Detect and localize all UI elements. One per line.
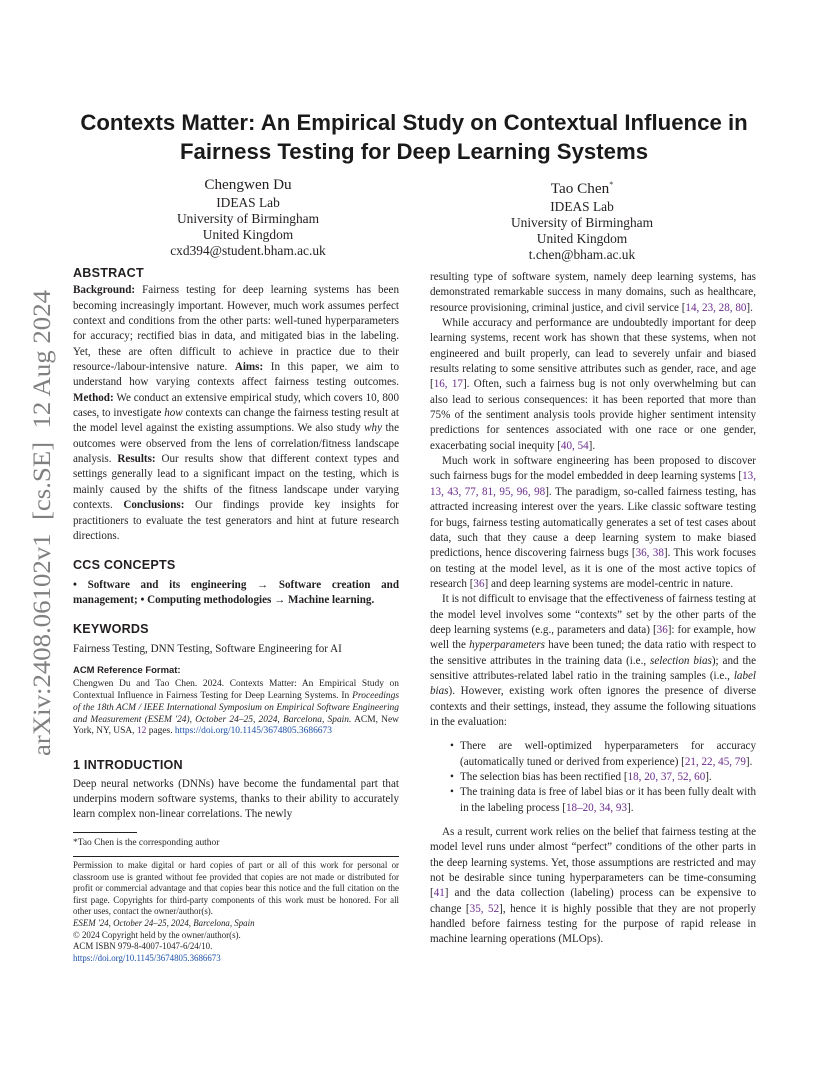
- author-country: United Kingdom: [202, 227, 294, 242]
- text-span: As a result, current work relies on the belief that fairness testing at the model level runs under almost “perfect” conditions of the other parts in the deep learning systems. Yet, those assumptions are restricted and may not be desirable since tuning hyperparameters can be time-consuming [: [430, 826, 756, 900]
- conclusions-label: Conclusions:: [123, 499, 185, 512]
- text-span: ], hence it is highly possible that they are not properly handled before fairness testing for the purpose of rapid release in machine learning operations (MLOps).: [430, 902, 756, 946]
- text-span: ]. This work focuses on testing at the model level, as it is one of the most active topics of research [: [430, 547, 756, 590]
- author-name: Tao Chen: [550, 180, 610, 198]
- citation-link[interactable]: 35, 52: [469, 902, 500, 915]
- text-span: ]. Often, such a fairness bug is not only overwhelming but can also lead to serious consequences: it has been reported that more than 75% of the sentiment analysis tools provide higher sentiment intensity predictions for sentences associated with one race or one gender, exacerbating social inequity [: [430, 378, 757, 452]
- method-text: the outcomes were observed from the lens of correlation/fitness landscape analysis.: [73, 422, 400, 466]
- right-column: [430, 270, 756, 948]
- results-text: Our results show that different context types and settings generally lead to a significant impact on the testing, which is mainly caused by the shifts of the fitness landscape under varying contexts.: [73, 453, 399, 512]
- abstract-heading: ABSTRACT: [73, 266, 144, 280]
- background-text: Fairness testing for deep learning systems has been becoming increasingly important. However, much work assumes perfect context and conditions from the other parts: well-tuned hyperparameters for accuracy; rectified bias in data, and mitigated bias in the labeling. Yet, these are often difficult to achieve in practice due to their resource-/labour-intensive nature.: [73, 284, 399, 374]
- author-block-1: [118, 175, 378, 259]
- acm-ref-venue: Proceedings of the 18th ACM / IEEE International Symposium on Empirical Software Engineering and Measurement (ESEM '24), October 24–25, 2024, Barcelona, Spain.: [73, 690, 399, 725]
- background-label: Background:: [73, 284, 136, 297]
- citation-link[interactable]: 18–20, 34, 93: [565, 801, 627, 814]
- text-span: There are well-optimized hyperparameters for accuracy (automatically tuned or derived from experience) [: [460, 740, 756, 768]
- citation-link[interactable]: 14, 23, 28, 80: [685, 301, 747, 314]
- ccs-text: • Software and its engineering → Software creation and management; • Computing methodologies → Machine learning.: [73, 578, 399, 606]
- footnote: *Tao Chen is the corresponding author: [73, 838, 220, 848]
- method-how: how: [164, 407, 183, 420]
- text-span: have been tuned; the data ratio with respect to the sensitive attributes in the training data (i.e.,: [430, 639, 756, 667]
- permission-rule: [73, 856, 399, 857]
- ccs-heading: CCS CONCEPTS: [73, 558, 176, 573]
- citation-link[interactable]: 41: [433, 887, 445, 900]
- term-label-bias: label bias: [430, 669, 756, 698]
- author-lab: IDEAS Lab: [216, 195, 280, 210]
- term-selection-bias: selection bias: [650, 654, 712, 667]
- author-university: University of Birmingham: [510, 215, 654, 231]
- intro-paragraph: [430, 454, 756, 592]
- footnote-rule: [73, 832, 137, 833]
- acm-ref-part: pages.: [146, 726, 175, 737]
- author-country: United Kingdom: [536, 231, 628, 247]
- intro-paragraph: [430, 592, 756, 730]
- acm-ref-part: ACM, New York, NY, USA,: [73, 714, 399, 737]
- method-text: We conduct an extensive empirical study, which covers 10, 800 cases, to investigate: [73, 391, 399, 420]
- corresponding-mark: *: [609, 180, 614, 189]
- citation-link[interactable]: 36, 38: [635, 547, 664, 560]
- permission-isbn: ACM ISBN 979-8-4007-1047-6/24/10.: [73, 941, 213, 952]
- text-span: ]: for example, how well the: [430, 623, 756, 652]
- abstract-body: [73, 283, 399, 544]
- method-text: contexts can change the fairness testing result at the model level against the existing assumptions. We also study: [73, 407, 399, 435]
- text-span: ). However, existing work often ignores the presence of diverse contexts and their settings, instead, they assume the following situations in the evaluation:: [430, 685, 756, 728]
- list-item: [430, 739, 756, 770]
- permission-text: Permission to make digital or hard copies of part or all of this work for personal or classroom use is granted without fee provided that copies are not made or distributed for profit or commercial advantage and that copies bear this notice and the full citation on the first page. Copyrights for third-party components of this work must be honored. For all other uses, contact the owner/author(s).: [73, 860, 399, 917]
- author-block-2: [452, 175, 712, 263]
- list-item: [430, 785, 756, 816]
- text-span: While accuracy and performance are undoubtedly important for deep learning systems, recent work has shown that these systems, when not engineered and built properly, can lead to severely unfair and biased results relating to some sensitive attributes such as gender, race, and age [: [430, 317, 756, 391]
- intro-paragraph: [430, 316, 756, 454]
- page-count-link[interactable]: 12: [136, 726, 147, 737]
- intro-heading: 1 INTRODUCTION: [73, 758, 183, 773]
- citation-link[interactable]: 36: [656, 623, 668, 636]
- text-span: The selection bias has been rectified [: [460, 771, 628, 783]
- assumption-list: [430, 739, 756, 816]
- permission-doi-link[interactable]: https://doi.org/10.1145/3674805.3686673: [73, 952, 221, 963]
- text-span: resulting type of software system, namely deep learning systems, has demonstrated remarkable success in many domains, such as healthcare, resource provisioning, criminal justice, and civil service [: [430, 271, 756, 314]
- arxiv-stamp: [22, 286, 58, 760]
- term-hyperparameters: hyperparameters: [469, 639, 545, 652]
- citation-link[interactable]: 36: [473, 577, 485, 590]
- permission-venue: ESEM '24, October 24–25, 2024, Barcelona, Spain: [73, 917, 255, 928]
- author-lab: IDEAS Lab: [550, 199, 614, 215]
- citation-link[interactable]: 21, 22, 45, 79: [684, 755, 746, 768]
- aims-label: Aims:: [234, 361, 264, 374]
- citation-link[interactable]: 40, 54: [560, 439, 589, 452]
- author-university: University of Birmingham: [176, 211, 320, 226]
- citation-link[interactable]: 18, 20, 37, 52, 60: [627, 771, 706, 783]
- permission-copyright: © 2024 Copyright held by the owner/author(s).: [73, 929, 241, 940]
- intro-paragraph: [430, 270, 756, 316]
- list-item: [430, 770, 756, 785]
- aims-text: In this paper, we aim to understand how varying contexts affect fairness testing outcomes.: [73, 361, 399, 389]
- method-label: Method:: [73, 391, 114, 404]
- text-span: ]. The paradigm, so-called fairness testing, has attracted increasing interest over the years. Like classic software testing for bugs, fairness testing automatically generates a set of test cases about data, such that they cause a deep learning system to make biased predictions, hence discovering fairness bugs [: [430, 485, 756, 560]
- text-span: ] and deep learning systems are model-centric in nature.: [484, 577, 734, 590]
- author-name-line: [452, 175, 712, 198]
- author-name: Chengwen Du: [204, 176, 292, 193]
- acm-ref-heading: ACM Reference Format:: [73, 664, 181, 676]
- results-label: Results:: [117, 453, 156, 466]
- acm-ref-text: [73, 679, 399, 739]
- keywords-text: Fairness Testing, DNN Testing, Software Engineering for AI: [73, 642, 342, 655]
- method-why: why: [364, 422, 383, 435]
- text-span: It is not difficult to envisage that the effectiveness of fairness testing at the model level involves some “contexts” set by the other parts of the deep learning systems (e.g., parameters and data) [: [430, 593, 756, 636]
- text-span: The training data is free of label bias or it has been fully dealt with in the labeling process [: [460, 786, 756, 814]
- title-line-1: Contexts Matter: An Empirical Study on Contextual Influence in: [80, 110, 748, 135]
- text-span: ].: [705, 771, 712, 783]
- citation-link[interactable]: 16, 17: [433, 378, 463, 391]
- keywords-heading: KEYWORDS: [73, 622, 149, 637]
- intro-paragraph: [430, 825, 756, 948]
- text-span: ].: [588, 439, 596, 452]
- arxiv-stamp-text: arXiv:2408.06102v1 [cs.SE] 12 Aug 2024: [27, 312, 56, 756]
- text-span: ].: [627, 801, 634, 814]
- acm-ref-part: Chengwen Du and Tao Chen. 2024. Contexts Matter: An Empirical Study on Contextual Influence in Fairness Testing for Deep Learning Systems. In: [73, 678, 399, 701]
- doi-link[interactable]: https://doi.org/10.1145/3674805.3686673: [174, 726, 332, 737]
- permission-block: [73, 860, 399, 964]
- conclusions-text: Our findings provide key insights for practitioners to evaluate the test generators and hint at future research directions.: [73, 499, 399, 542]
- text-span: ].: [745, 755, 753, 768]
- text-span: ); and the sensitive attributes-related label ratio in the training samples (i.e.,: [430, 654, 757, 682]
- citation-link[interactable]: 13, 13, 43, 77, 81, 95, 96, 98: [430, 470, 756, 498]
- author-email[interactable]: t.chen@bham.ac.uk: [528, 247, 636, 263]
- text-span: ].: [746, 301, 753, 314]
- title-line-2: Fairness Testing for Deep Learning Systems: [179, 139, 649, 164]
- left-column: [73, 266, 399, 823]
- author-email[interactable]: cxd394@student.bham.ac.uk: [170, 243, 326, 258]
- paper-title: [60, 108, 768, 166]
- text-span: ] and the data collection (labeling) process can be expensive to change [: [430, 887, 756, 915]
- text-span: Much work in software engineering has been proposed to discover such fairness bugs for the model embedded in deep learning systems [: [430, 455, 756, 483]
- intro-paragraph: Deep neural networks (DNNs) have become the fundamental part that underpins modern software systems, thanks to their ability to accurately learn complex non-linear correlations. The newly: [73, 777, 399, 821]
